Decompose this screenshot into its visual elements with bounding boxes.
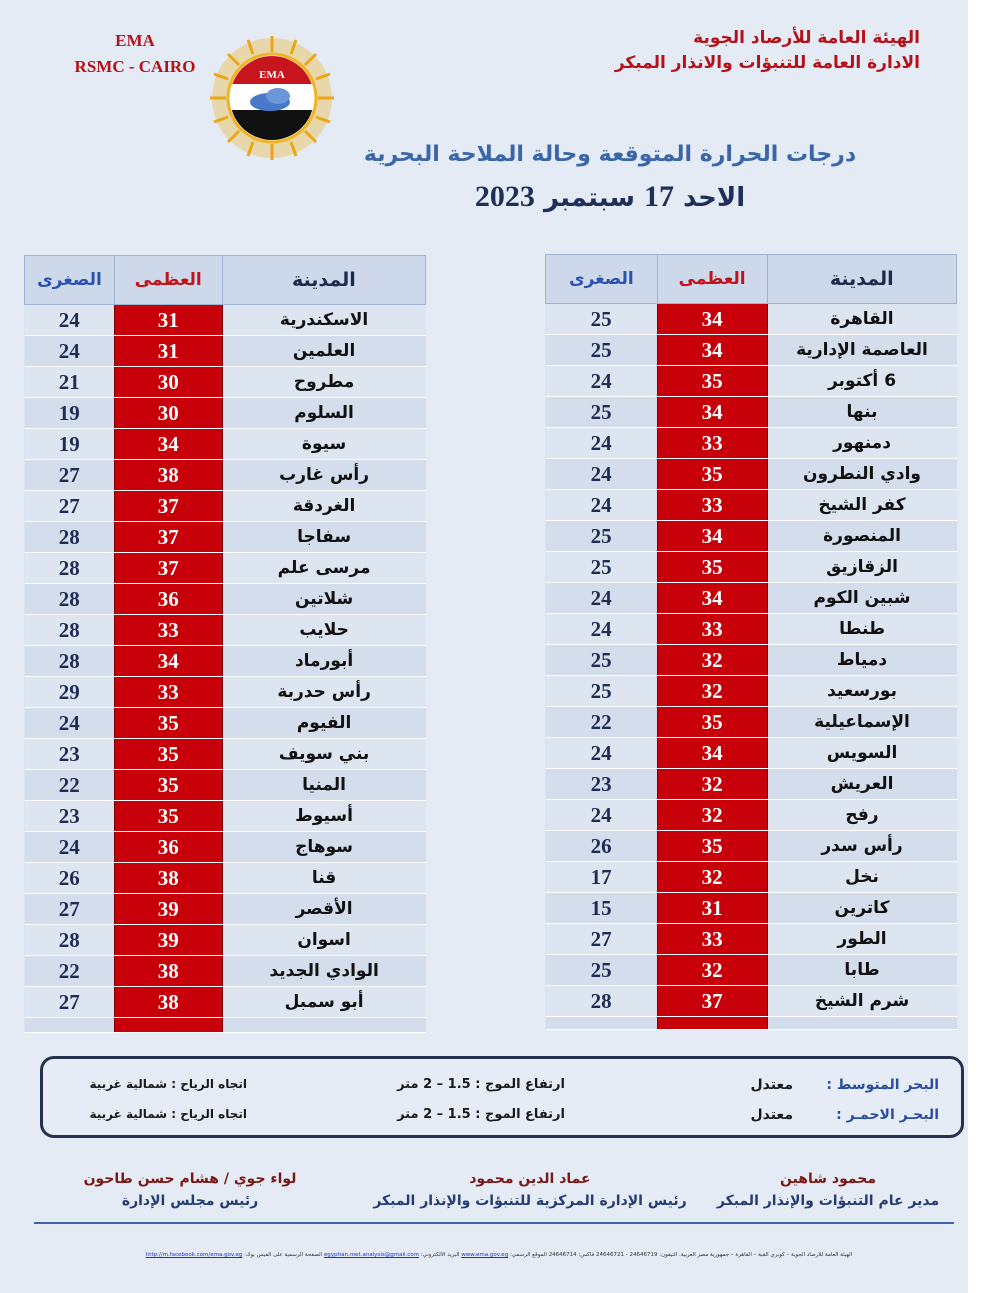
page-title: درجات الحرارة المتوقعة وحالة الملاحة البحرية <box>363 142 857 167</box>
table-row <box>546 955 957 986</box>
max-temp-cell: 33 <box>657 490 767 521</box>
max-temp-cell: 38 <box>114 460 222 491</box>
sea-state: معتدل <box>750 1077 793 1093</box>
max-temp-cell: 39 <box>114 925 222 956</box>
city-cell: مطروح <box>222 367 425 398</box>
wind-direction: اتجاه الرياح : شمالية غربية <box>89 1107 247 1121</box>
table-row <box>25 398 426 429</box>
table-row <box>546 831 957 862</box>
ema-rsmc-label <box>40 28 230 80</box>
max-temp-cell: 33 <box>657 614 767 645</box>
min-temp-cell: 28 <box>25 553 115 584</box>
signature-title: رئيس مجلس الإدارة <box>121 1193 259 1209</box>
city-cell: الوادي الجديد <box>222 956 425 987</box>
signature-name: لواء جوي / هشام حسن طاحون <box>83 1171 297 1187</box>
max-temp-cell: 34 <box>114 646 222 677</box>
table-row <box>25 460 426 491</box>
city-cell: حلايب <box>222 615 425 646</box>
rsmc-label: RSMC - CAIRO <box>74 57 196 76</box>
max-temp-cell: 32 <box>657 676 767 707</box>
min-temp-cell: 25 <box>546 552 658 583</box>
min-temp-cell: 27 <box>25 460 115 491</box>
max-temp-cell: 34 <box>657 738 767 769</box>
table-row <box>25 894 426 925</box>
table-row <box>546 800 957 831</box>
min-temp-cell: 24 <box>546 738 658 769</box>
signature-forecast-director <box>708 1168 948 1212</box>
signature-central-director <box>370 1168 690 1212</box>
city-cell: طنطا <box>767 614 956 645</box>
table-row <box>25 553 426 584</box>
city-cell: أبورماد <box>222 646 425 677</box>
city-cell: 6 أكتوبر <box>767 366 956 397</box>
max-temp-cell: 35 <box>657 707 767 738</box>
table-row <box>546 614 957 645</box>
max-temp-cell: 37 <box>114 553 222 584</box>
min-temp-cell: 21 <box>25 367 115 398</box>
min-temp-cell: 26 <box>546 831 658 862</box>
facebook-link[interactable]: http://m.facebook.com/ema.gov.eg <box>145 1252 243 1258</box>
table-row <box>546 397 957 428</box>
max-column-header: العظمى <box>114 256 222 305</box>
max-temp-cell: 33 <box>657 924 767 955</box>
max-temp-cell: 34 <box>657 304 767 335</box>
city-cell: بورسعيد <box>767 676 956 707</box>
max-temp-cell: 35 <box>114 708 222 739</box>
city-cell: رأس حدربة <box>222 677 425 708</box>
website-link[interactable]: www.ema.gov.eg <box>461 1252 509 1258</box>
min-temp-cell: 23 <box>546 769 658 800</box>
date-day: الاحد <box>683 183 746 213</box>
max-temp-cell: 32 <box>657 862 767 893</box>
filler-cell <box>546 1017 658 1030</box>
signature-title: مدير عام التنبؤات والإنذار المبكر <box>716 1193 940 1209</box>
table-filler-row <box>25 1018 426 1033</box>
table-row <box>25 522 426 553</box>
filler-cell <box>767 1017 956 1030</box>
table-row <box>546 459 957 490</box>
table-row <box>546 707 957 738</box>
city-cell: رأس سدر <box>767 831 956 862</box>
min-temp-cell: 25 <box>546 645 658 676</box>
max-temp-cell: 30 <box>114 398 222 429</box>
min-temp-cell: 25 <box>546 335 658 366</box>
min-temp-cell: 26 <box>25 863 115 894</box>
max-temp-cell: 37 <box>657 986 767 1017</box>
left-temperature-table <box>24 255 426 1033</box>
max-temp-cell: 36 <box>114 832 222 863</box>
table-row <box>25 367 426 398</box>
max-temp-cell: 32 <box>657 645 767 676</box>
max-temp-cell: 33 <box>114 677 222 708</box>
red-sea-row <box>43 1107 961 1135</box>
max-temp-cell: 35 <box>657 366 767 397</box>
city-cell: السويس <box>767 738 956 769</box>
city-cell: دمياط <box>767 645 956 676</box>
city-cell: الإسماعيلية <box>767 707 956 738</box>
city-cell: وادي النطرون <box>767 459 956 490</box>
city-cell: بنها <box>767 397 956 428</box>
table-row <box>546 583 957 614</box>
org-line-1: الهيئة العامة للأرصاد الجوية <box>693 28 920 48</box>
min-temp-cell: 25 <box>546 676 658 707</box>
signature-name: عماد الدين محمود <box>469 1171 591 1187</box>
table-row <box>546 862 957 893</box>
min-temp-cell: 28 <box>25 925 115 956</box>
min-temp-cell: 25 <box>546 397 658 428</box>
min-temp-cell: 24 <box>546 583 658 614</box>
city-cell: مرسى علم <box>222 553 425 584</box>
signature-title: رئيس الإدارة المركزية للتنبؤات والإنذار المبكر <box>373 1193 687 1209</box>
max-temp-cell: 39 <box>114 894 222 925</box>
sea-navigation-box <box>40 1056 964 1138</box>
min-temp-cell: 28 <box>25 646 115 677</box>
table-row <box>25 305 426 336</box>
min-temp-cell: 28 <box>546 986 658 1017</box>
sea-state: معتدل <box>750 1107 793 1123</box>
table-row <box>25 336 426 367</box>
max-temp-cell: 32 <box>657 955 767 986</box>
city-cell: الطور <box>767 924 956 955</box>
city-cell: العلمين <box>222 336 425 367</box>
min-temp-cell: 24 <box>546 428 658 459</box>
city-cell: المنصورة <box>767 521 956 552</box>
min-temp-cell: 25 <box>546 521 658 552</box>
max-temp-cell: 34 <box>657 521 767 552</box>
max-temp-cell: 37 <box>114 491 222 522</box>
table-header-row <box>546 255 957 304</box>
table-row <box>25 956 426 987</box>
organization-name <box>615 26 920 76</box>
filler-cell <box>222 1018 425 1033</box>
city-cell: اسوان <box>222 925 425 956</box>
table-row <box>546 738 957 769</box>
table-row <box>546 645 957 676</box>
city-cell: دمنهور <box>767 428 956 459</box>
min-temp-cell: 24 <box>546 459 658 490</box>
max-temp-cell: 31 <box>114 305 222 336</box>
table-row <box>546 893 957 924</box>
max-temp-cell: 31 <box>657 893 767 924</box>
min-temp-cell: 27 <box>546 924 658 955</box>
max-temp-cell: 38 <box>114 956 222 987</box>
min-temp-cell: 25 <box>546 304 658 335</box>
city-cell: العاصمة الإدارية <box>767 335 956 366</box>
table-row <box>25 770 426 801</box>
min-temp-cell: 19 <box>25 398 115 429</box>
min-temp-cell: 24 <box>546 366 658 397</box>
footer-contact <box>60 1252 938 1264</box>
city-cell: أسيوط <box>222 801 425 832</box>
min-temp-cell: 23 <box>25 801 115 832</box>
min-temp-cell: 28 <box>25 615 115 646</box>
city-cell: الزقازيق <box>767 552 956 583</box>
min-temp-cell: 28 <box>25 522 115 553</box>
max-temp-cell: 34 <box>657 335 767 366</box>
filler-cell <box>657 1017 767 1030</box>
city-cell: العريش <box>767 769 956 800</box>
table-row <box>546 490 957 521</box>
city-cell: رفح <box>767 800 956 831</box>
date-year: 2023 <box>474 180 535 213</box>
city-column-header: المدينة <box>222 256 425 305</box>
max-temp-cell: 34 <box>657 397 767 428</box>
filler-cell <box>25 1018 115 1033</box>
city-cell: بني سويف <box>222 739 425 770</box>
min-temp-cell: 28 <box>25 584 115 615</box>
city-cell: كفر الشيخ <box>767 490 956 521</box>
table-row <box>546 924 957 955</box>
date-number: 17 <box>644 180 675 213</box>
min-temp-cell: 22 <box>25 956 115 987</box>
wave-height: ارتفاع الموج : 1.5 – 2 متر <box>397 1077 565 1092</box>
min-temp-cell: 27 <box>25 987 115 1018</box>
sea-label: البحر المتوسط : <box>826 1077 939 1093</box>
table-row <box>25 801 426 832</box>
min-temp-cell: 22 <box>546 707 658 738</box>
max-temp-cell: 30 <box>114 367 222 398</box>
table-row <box>25 832 426 863</box>
max-temp-cell: 38 <box>114 987 222 1018</box>
table-row <box>25 677 426 708</box>
min-temp-cell: 24 <box>25 305 115 336</box>
city-cell: الفيوم <box>222 708 425 739</box>
table-row <box>25 987 426 1018</box>
min-temp-cell: 24 <box>546 800 658 831</box>
max-temp-cell: 34 <box>657 583 767 614</box>
table-row <box>546 769 957 800</box>
city-cell: شبين الكوم <box>767 583 956 614</box>
city-cell: السلوم <box>222 398 425 429</box>
city-cell: رأس غارب <box>222 460 425 491</box>
city-cell: شلاتين <box>222 584 425 615</box>
max-temp-cell: 35 <box>657 552 767 583</box>
city-cell: القاهرة <box>767 304 956 335</box>
table-row <box>25 863 426 894</box>
email-link[interactable]: egyptian.met.analysis@gmail.com <box>323 1252 420 1258</box>
max-temp-cell: 37 <box>114 522 222 553</box>
table-row <box>546 521 957 552</box>
city-cell: الأقصر <box>222 894 425 925</box>
table-row <box>546 986 957 1017</box>
forecast-date <box>300 180 920 214</box>
max-temp-cell: 35 <box>114 801 222 832</box>
table-row <box>546 428 957 459</box>
max-temp-cell: 31 <box>114 336 222 367</box>
city-cell: طابا <box>767 955 956 986</box>
max-temp-cell: 33 <box>114 615 222 646</box>
min-temp-cell: 23 <box>25 739 115 770</box>
city-cell: كاترين <box>767 893 956 924</box>
mediterranean-row <box>43 1077 961 1105</box>
table-row <box>546 676 957 707</box>
min-temp-cell: 24 <box>25 832 115 863</box>
city-cell: الاسكندرية <box>222 305 425 336</box>
table-row <box>25 739 426 770</box>
facebook-label: الصفحة الرسمية على الفيس بوك: <box>244 1252 323 1258</box>
table-row <box>25 646 426 677</box>
table-row <box>25 584 426 615</box>
wave-height: ارتفاع الموج : 1.5 – 2 متر <box>397 1107 565 1122</box>
wind-direction: اتجاه الرياح : شمالية غربية <box>89 1077 247 1091</box>
table-row <box>546 304 957 335</box>
signature-name: محمود شاهين <box>779 1171 877 1187</box>
min-temp-cell: 22 <box>25 770 115 801</box>
ema-label: EMA <box>115 31 155 50</box>
max-temp-cell: 35 <box>657 459 767 490</box>
table-row <box>25 925 426 956</box>
min-temp-cell: 24 <box>546 614 658 645</box>
min-temp-cell: 27 <box>25 491 115 522</box>
org-line-2: الادارة العامة للتنبؤات والانذار المبكر <box>614 53 920 73</box>
city-column-header: المدينة <box>767 255 956 304</box>
min-temp-cell: 17 <box>546 862 658 893</box>
city-cell: أبو سمبل <box>222 987 425 1018</box>
max-temp-cell: 33 <box>657 428 767 459</box>
table-header-row <box>25 256 426 305</box>
city-cell: شرم الشيخ <box>767 986 956 1017</box>
min-temp-cell: 25 <box>546 955 658 986</box>
min-temp-cell: 24 <box>546 490 658 521</box>
city-cell: الغردقة <box>222 491 425 522</box>
footer-divider <box>34 1222 954 1224</box>
min-temp-cell: 24 <box>25 708 115 739</box>
city-cell: سفاجا <box>222 522 425 553</box>
min-temp-cell: 27 <box>25 894 115 925</box>
city-cell: المنيا <box>222 770 425 801</box>
logo-text: EMA <box>259 69 285 81</box>
min-temp-cell: 15 <box>546 893 658 924</box>
max-temp-cell: 36 <box>114 584 222 615</box>
table-row <box>25 615 426 646</box>
table-row <box>546 366 957 397</box>
footer-text: الهيئة العامة للأرصاد الجوية – كوبري القبة – القاهرة – جمهورية مصر العربية. التيفون: 24646719 - 24646721 فاكس: 24646714 الموقع الرسمي: <box>509 1252 853 1258</box>
max-temp-cell: 35 <box>114 770 222 801</box>
table-row <box>25 491 426 522</box>
min-column-header: الصغرى <box>546 255 658 304</box>
table-row <box>25 429 426 460</box>
table-row <box>25 708 426 739</box>
filler-cell <box>114 1018 222 1033</box>
min-temp-cell: 29 <box>25 677 115 708</box>
max-temp-cell: 35 <box>114 739 222 770</box>
right-temperature-table <box>545 254 957 1030</box>
min-column-header: الصغرى <box>25 256 115 305</box>
max-column-header: العظمى <box>657 255 767 304</box>
max-temp-cell: 35 <box>657 831 767 862</box>
table-row <box>546 552 957 583</box>
page-edge <box>968 0 987 1293</box>
email-label: البريد الالكتروني: <box>420 1252 460 1258</box>
date-month: سبتمبر <box>543 183 635 213</box>
table-row <box>546 335 957 366</box>
city-cell: سوهاج <box>222 832 425 863</box>
sea-label: البحـر الاحمـر : <box>836 1107 939 1123</box>
max-temp-cell: 34 <box>114 429 222 460</box>
min-temp-cell: 24 <box>25 336 115 367</box>
city-cell: سيوة <box>222 429 425 460</box>
signature-chairman <box>70 1168 310 1212</box>
city-cell: قنا <box>222 863 425 894</box>
min-temp-cell: 19 <box>25 429 115 460</box>
max-temp-cell: 38 <box>114 863 222 894</box>
city-cell: نخل <box>767 862 956 893</box>
table-filler-row <box>546 1017 957 1030</box>
max-temp-cell: 32 <box>657 800 767 831</box>
max-temp-cell: 32 <box>657 769 767 800</box>
